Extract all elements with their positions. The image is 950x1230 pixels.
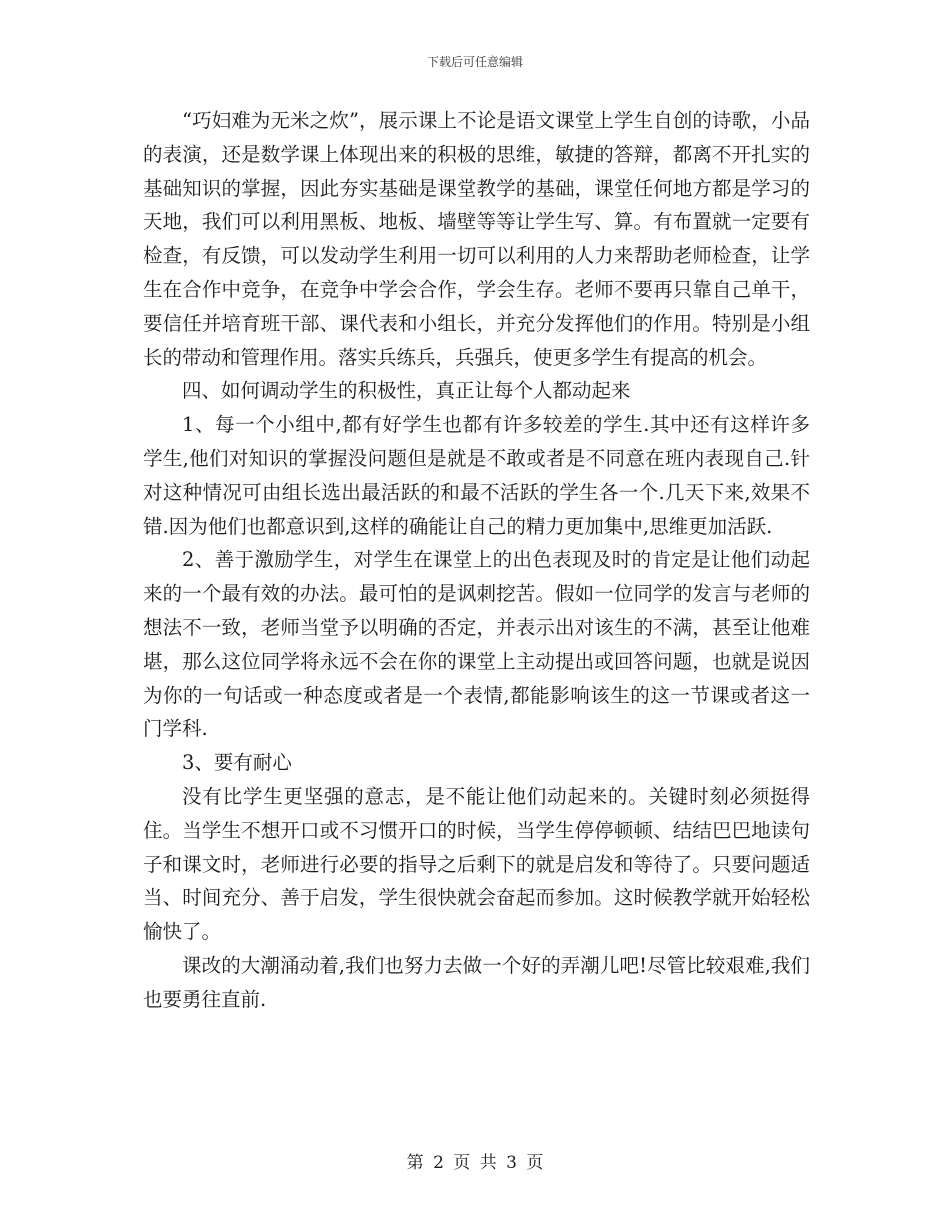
paragraph-conclusion: 课改的大潮涌动着,我们也努力去做一个好的弄潮儿吧!尽管比较艰难,我们也要勇往直前. [143,953,810,1011]
paragraph-foundation: “巧妇难为无米之炊”，展示课上不论是语文课堂上学生自创的诗歌，小品的表演，还是数学课上体现出来的积极的思维，敏捷的答辩，都离不开扎实的基础知识的掌握，因此夯实基础是课堂教学的基础，课堂任何地方都是学习的天地，我们可以利用黑板、地板、墙壁等等让学生写、算。有布置就一定要有检查，有反馈，可以发动学生利用一切可以利用的人力来帮助老师检查，让学生在合作中竞争，在竞争中学会合作，学会生存。老师不要再只靠自己单干，要信任并培育班干部、课代表和小组长，并充分发挥他们的作用。特别是小组长的带动和管理作用。落实兵练兵，兵强兵，使更多学生有提高的机会。 [143,109,810,369]
paragraph-point-2: 2、善于激励学生，对学生在课堂上的出色表现及时的肯定是让他们动起来的一个最有效的办法。最可怕的是讽刺挖苦。假如一位同学的发言与老师的想法不一致，老师当堂予以明确的否定，并表示出对该生的不满，甚至让他难堪，那么这位同学将永远不会在你的课堂上主动提出或回答问题，也就是说因为你的一句话或一种态度或者是一个表情,都能影响该生的这一节课或者这一门学科. [143,548,810,741]
paragraph-patience: 没有比学生更坚强的意志，是不能让他们动起来的。关键时刻必须挺得住。当学生不想开口或不习惯开口的时候，当学生停停顿顿、结结巴巴地读句子和课文时，老师进行必要的指导之后剩下的就是启发和等待了。只要问题适当、时间充分、善于启发，学生很快就会奋起而参加。这时候教学就开始轻松愉快了。 [143,784,810,944]
document-body [143,104,810,1017]
page-number: 第 2 页 共 3 页 [406,1153,544,1173]
section-heading-four: 四、如何调动学生的积极性，真正让每个人都动起来 [182,379,631,403]
paragraph-point-3-heading: 3、要有耐心 [182,751,292,775]
paragraph-point-1: 1、每一个小组中,都有好学生也都有许多较差的学生.其中还有这样许多学生,他们对知识的掌握没问题但是就是不敢或者是不同意在班内表现自己.针对这种情况可由组长选出最活跃的和最不活跃的学生各一个.几天下来,效果不错.因为他们也都意识到,这样的确能让自己的精力更加集中,思维更加活跃. [143,413,810,538]
page-header: 下载后可任意编辑 [426,55,523,69]
